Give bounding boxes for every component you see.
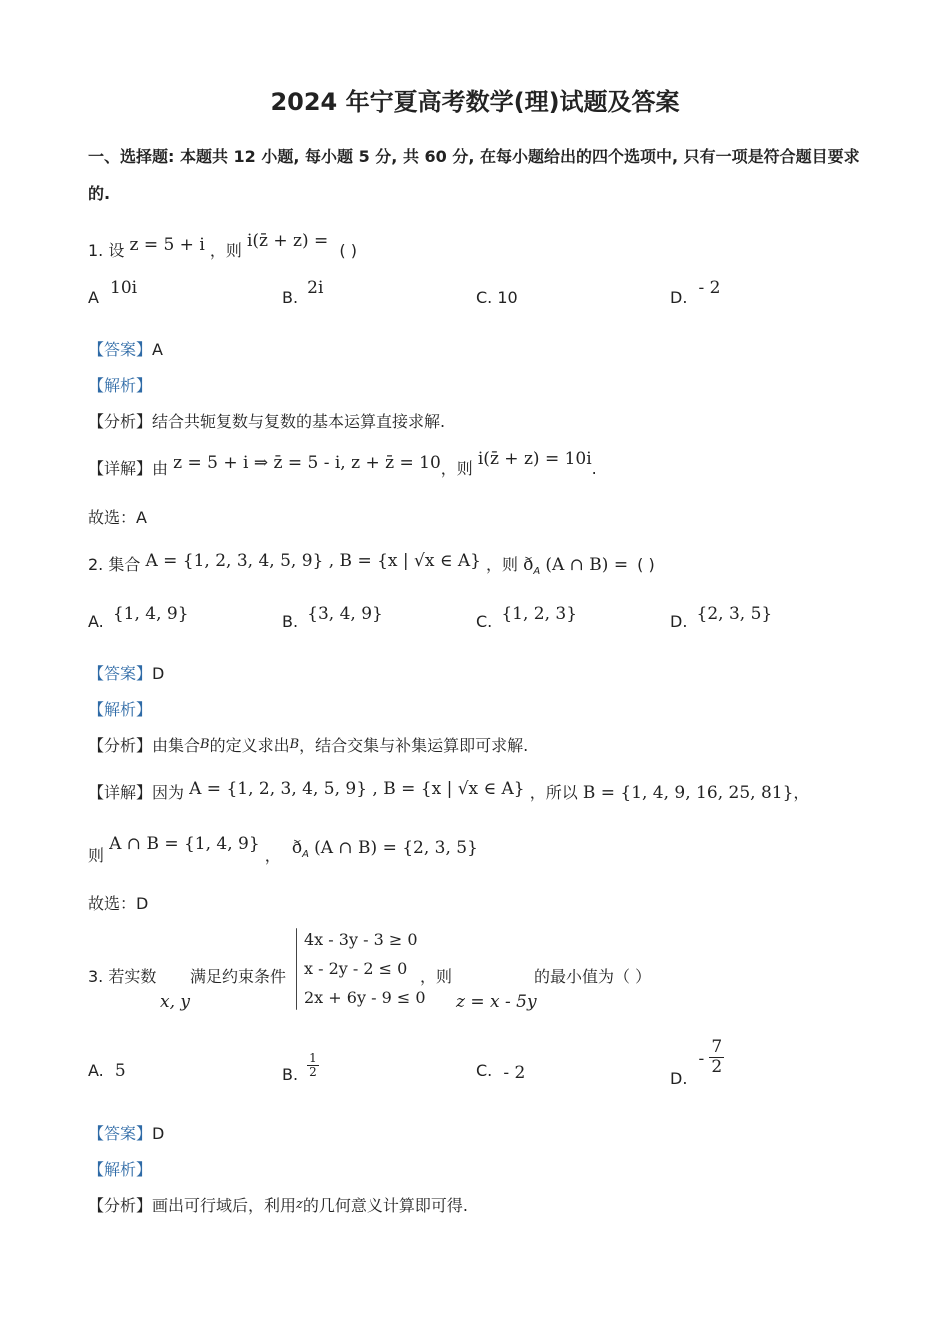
q1-option-c: C. 10 [476, 288, 518, 307]
q1-option-d: D. - 2 [670, 278, 721, 307]
q1-paren: ( ) [339, 241, 357, 260]
page-title: 2024 年宁夏高考数学(理)试题及答案 [270, 88, 680, 116]
q1-answer: 【答案】A [88, 340, 163, 359]
q2-xiangjie-expr: A = {1, 2, 3, 4, 5, 9} , B = {x | √x ∈ A} [189, 779, 525, 799]
q3-constraint-3: 2x + 6y - 9 ≤ 0 [304, 988, 426, 1007]
q1-option-a-value: 10i [110, 278, 138, 298]
q1-xiangjie: 【详解】由 z = 5 + i ⇒ z̄ = 5 - i, z + z̄ = 10，则 i(z̄ + z) = 10i. [88, 449, 597, 478]
section-header-line2: 的. [88, 184, 111, 203]
q3-constraint-brace [296, 928, 297, 1010]
q1-option-d-value: - 2 [698, 278, 721, 298]
section-header-line1: 一、选择题: 本题共 12 小题, 每小题 5 分, 共 60 分, 在每小题给出的四个选项中, 只有一项是符合题目要求 [88, 147, 860, 166]
q2-xiangjie-line2: 则 A ∩ B = {1, 4, 9} ， $ð_A$ (A ∩ B) = {2, 3, 5} [88, 834, 478, 865]
q3-option-a: A. 5 [88, 1061, 126, 1081]
q2-xiangjie-expr2: B = {1, 4, 9, 16, 25, 81} [582, 783, 794, 803]
q3-mid: 满足约束条件 [190, 967, 287, 986]
q1-expr1: z = 5 + i [129, 235, 205, 255]
q2-xiangjie: 【详解】因为 A = {1, 2, 3, 4, 5, 9} , B = {x | √x ∈ A} ，所以 B = {1, 4, 9, 16, 25, 81}， [88, 779, 810, 803]
q3-tail: 的最小值为（ ） [534, 967, 652, 986]
q3-mid2: ，则 [420, 967, 453, 986]
q2-guxuan: 故选：D [88, 894, 149, 913]
q3-jiexi: 【解析】 [88, 1160, 153, 1179]
q3-prefix: 3. 若实数 [88, 967, 157, 986]
q1-fenxi: 【分析】结合共轭复数与复数的基本运算直接求解. [88, 412, 446, 431]
q2-expr1: A = {1, 2, 3, 4, 5, 9} , B = {x | √x ∈ A} [145, 551, 481, 571]
q1-mid: ，则 [209, 241, 242, 260]
q1-jiexi: 【解析】 [88, 376, 153, 395]
q1-xiangjie-expr2: i(z̄ + z) = 10i [477, 449, 592, 469]
q3-fenxi: 【分析】画出可行域后，利用z的几何意义计算即可得. [88, 1196, 468, 1215]
q2-answer: 【答案】D [88, 664, 165, 683]
q3-option-d: D. - $\frac{7}{2}$ [670, 1037, 723, 1088]
q3-option-c: C. - 2 [476, 1061, 526, 1083]
q1-option-a: A 10i [88, 278, 138, 307]
q1-xiangjie-expr: z = 5 + i ⇒ z̄ = 5 - i, z + z̄ = 10 [173, 453, 441, 473]
q2-fenxi: 【分析】由集合B的定义求出B，结合交集与补集运算即可求解. [88, 736, 529, 755]
q1-option-b: B. 2i [282, 278, 324, 307]
q3-constraint-1: 4x - 3y - 3 ≥ 0 [304, 930, 418, 949]
q2-option-b: B. {3, 4, 9} [282, 604, 383, 631]
q1-option-b-value: 2i [307, 278, 324, 298]
q2-complement: ð [523, 555, 534, 575]
q2-stem: 2. 集合 A = {1, 2, 3, 4, 5, 9} , B = {x | √x ∈ A} ，则 $ð_A$ (A ∩ B) = ( ) [88, 551, 655, 578]
q2-option-d: D. {2, 3, 5} [670, 604, 773, 631]
q3-vars: x, y [160, 992, 190, 1012]
q3-z-expr: z = x - 5y [456, 992, 537, 1012]
q2-jiexi: 【解析】 [88, 700, 153, 719]
q3-constraint-2: x - 2y - 2 ≤ 0 [304, 959, 408, 978]
q1-prefix: 1. 设 [88, 241, 125, 260]
q2-option-a: A. {1, 4, 9} [88, 604, 189, 631]
q1-expr2: i(z̄ + z) = [246, 231, 329, 251]
q1-answer-value: A [152, 340, 163, 359]
q3-option-b: B. $\frac{1}{2}$ [282, 1051, 317, 1085]
q1-guxuan: 故选：A [88, 508, 147, 527]
q1-stem [88, 231, 357, 261]
q2-option-c: C. {1, 2, 3} [476, 604, 578, 631]
q3-answer: 【答案】D [88, 1124, 165, 1143]
